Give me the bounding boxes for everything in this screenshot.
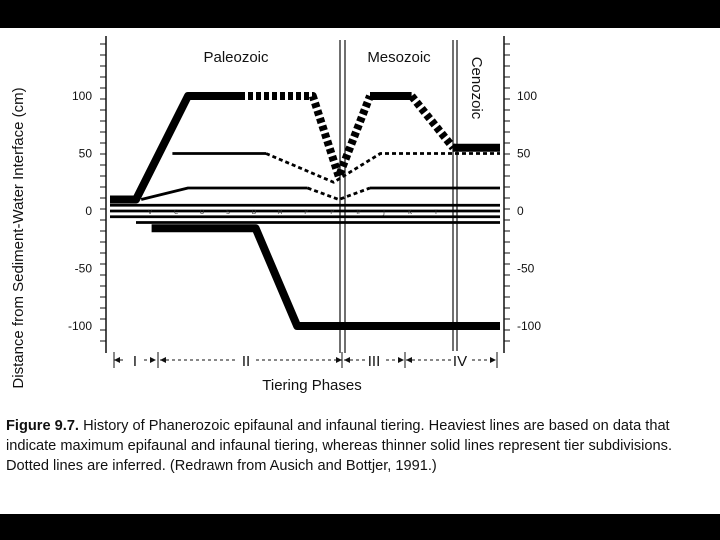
period-letter: K bbox=[408, 209, 412, 216]
x-axis-title: Tiering Phases bbox=[262, 377, 362, 394]
phase-arrowhead bbox=[344, 357, 350, 363]
y-tick-label-right: 0 bbox=[517, 204, 524, 218]
era-label-mesozoic: Mesozoic bbox=[367, 49, 431, 66]
figure-panel bbox=[0, 28, 720, 514]
phase-arrowhead bbox=[114, 357, 120, 363]
period-letter: P bbox=[304, 209, 308, 216]
period-letter: M bbox=[277, 209, 283, 216]
y-tick-label-right: -50 bbox=[517, 261, 535, 276]
tier-series-line bbox=[240, 96, 370, 177]
caption-text: History of Phanerozoic epifaunal and infaunal tiering. Heaviest lines are based on data that indicate maximum epifaunal and infaunal tiering, whereas thinner solid lines represent tier subdivisions. Dotted lines are inferred. (Redrawn from Ausich and Bottjer, 1991.) bbox=[6, 418, 672, 474]
period-letter: O bbox=[199, 209, 205, 216]
phase-label: I bbox=[132, 353, 138, 370]
phase-label: IV bbox=[452, 353, 468, 370]
period-letter: T bbox=[434, 209, 438, 216]
period-letter: C bbox=[173, 209, 179, 216]
tiering-chart bbox=[0, 28, 720, 398]
y-tick-label-left: -100 bbox=[67, 319, 92, 333]
figure-caption bbox=[6, 416, 718, 476]
phase-label: II bbox=[241, 353, 251, 370]
y-tick-label-left: -50 bbox=[74, 261, 92, 276]
period-letter: P bbox=[330, 209, 334, 216]
y-tick-label-right: -100 bbox=[517, 319, 542, 333]
period-letter: Tr bbox=[355, 209, 361, 216]
period-letter: V bbox=[147, 209, 153, 216]
tier-series-line bbox=[141, 188, 307, 200]
phase-markers bbox=[114, 351, 497, 370]
tier-series-line bbox=[308, 188, 370, 200]
phase-arrowhead bbox=[336, 357, 342, 363]
phase-arrowhead bbox=[490, 357, 496, 363]
period-letter: J bbox=[383, 209, 385, 216]
period-letter: S bbox=[226, 209, 230, 216]
y-tick-label-left: 0 bbox=[85, 204, 92, 218]
era-label-cenozoic: Cenozoic bbox=[468, 56, 485, 120]
y-axis-title: Distance from Sediment-Water Interface (cm) bbox=[10, 87, 27, 389]
era-labels bbox=[203, 49, 485, 120]
phase-arrowhead bbox=[160, 357, 166, 363]
y-tick-label-right: 100 bbox=[517, 89, 538, 103]
phase-arrowhead bbox=[150, 357, 156, 363]
y-tick-label-right: 50 bbox=[517, 146, 531, 161]
figure-number: Figure 9.7. bbox=[6, 418, 79, 434]
y-tick-label-left: 100 bbox=[71, 89, 92, 103]
era-label-paleozoic: Paleozoic bbox=[203, 49, 269, 66]
tier-series-line bbox=[412, 96, 454, 148]
phase-arrowhead bbox=[398, 357, 404, 363]
tier-series-line bbox=[110, 96, 240, 200]
phase-arrowhead bbox=[406, 357, 412, 363]
period-letter: D bbox=[251, 209, 257, 216]
phase-label: III bbox=[367, 353, 381, 370]
tier-series-line bbox=[152, 228, 500, 326]
tier-series-line bbox=[266, 154, 500, 183]
y-tick-label-left: 50 bbox=[78, 146, 92, 161]
